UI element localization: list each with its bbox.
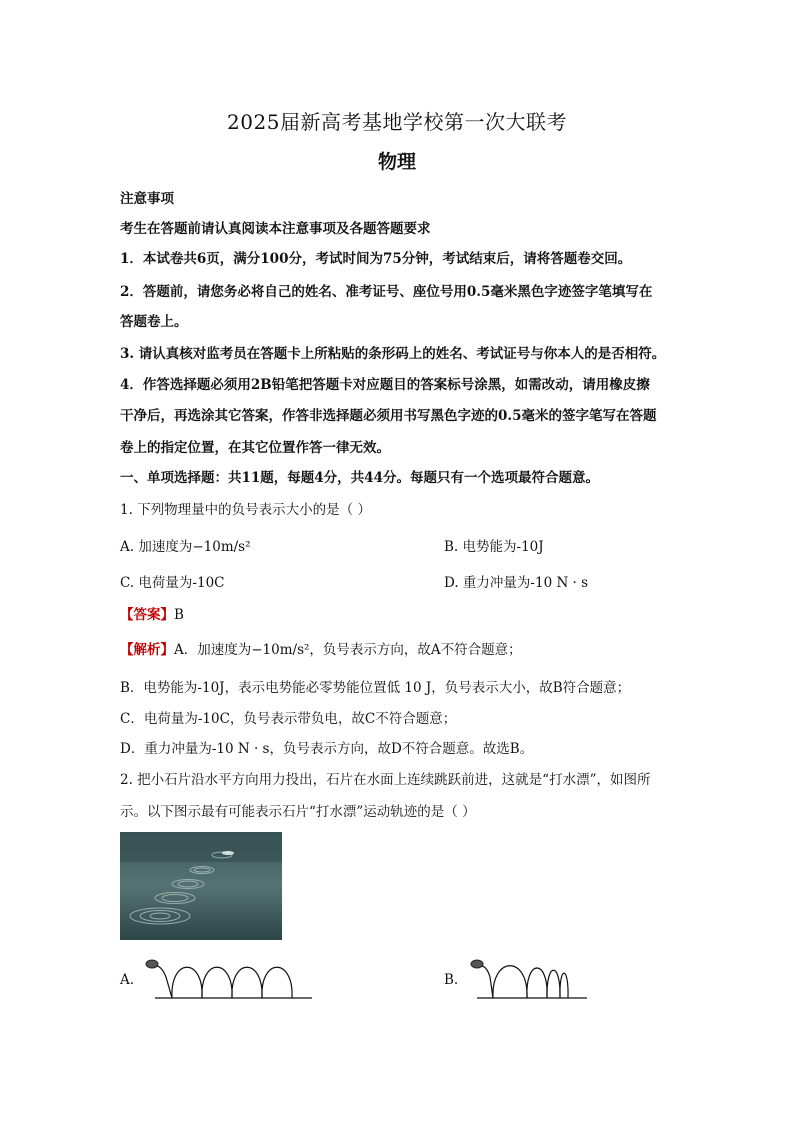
q2-stem-line1: 2. 把小石片沿水平方向用力投出，石片在水面上连续跳跃前进，这就是“打水漂”，如图所 — [120, 772, 651, 788]
stone-icon — [471, 960, 483, 968]
q2-option-b-trajectory — [465, 955, 595, 1005]
q2-option-b-label: B. — [444, 972, 459, 988]
notes-item-4-line1: 4．作答选择题必须用2B铅笔把答题卡对应题目的答案标号涂黑，如需改动，请用橡皮擦 — [120, 377, 650, 393]
q1-analysis-d: D．重力冲量为-10 N · s，负号表示方向，故D不符合题意。故选B。 — [120, 741, 534, 757]
water-ripples-image — [120, 832, 282, 940]
stone-icon — [146, 960, 158, 968]
q1-stem: 1. 下列物理量中的负号表示大小的是（ ） — [120, 502, 371, 518]
stone-skipping-photo — [120, 832, 282, 940]
section-heading: 一、单项选择题：共11题，每题4分，共44分。每题只有一个选项最符合题意。 — [120, 470, 599, 486]
q1-answer-row — [120, 603, 184, 623]
q1-answer: B — [174, 607, 184, 623]
notes-item-3: 3. 请认真核对监考员在答题卡上所粘贴的条形码上的姓名、考试证号与你本人的是否相符。 — [120, 346, 666, 362]
notes-item-4-line2: 干净后，再选涂其它答案，作答非选择题必须用书写黑色字迹的0.5毫米的签字笔写在答题 — [120, 408, 657, 424]
q2-option-a-label: A. — [120, 972, 135, 988]
notes-heading: 注意事项 — [120, 191, 174, 207]
q1-option-b: B. 电势能为-10J — [444, 539, 544, 555]
analysis-tag: 【解析】 — [120, 642, 174, 658]
q1-analysis-a-row — [120, 638, 522, 658]
q1-option-a: A. 加速度为−10m/s² — [120, 539, 251, 555]
q2-option-a-trajectory — [140, 955, 320, 1005]
exam-title: 2025届新高考基地学校第一次大联考 — [227, 110, 567, 134]
notes-item-2-line2: 答题卷上。 — [120, 314, 188, 330]
answer-tag: 【答案】 — [120, 607, 174, 623]
q2-stem-line2: 示。以下图示最有可能表示石片“打水漂”运动轨迹的是（ ） — [120, 804, 476, 820]
subject-title: 物理 — [377, 151, 416, 173]
notes-item-1: 1．本试卷共6页，满分100分，考试时间为75分钟，考试结束后，请将答题卷交回。 — [120, 251, 632, 267]
q1-analysis-a: A．加速度为−10m/s²，负号表示方向，故A不符合题意； — [174, 642, 522, 658]
q1-option-d: D. 重力冲量为-10 N · s — [444, 575, 589, 591]
q1-analysis-c: C．电荷量为-10C，负号表示带负电，故C不符合题意； — [120, 711, 457, 727]
notes-intro: 考生在答题前请认真阅读本注意事项及各题答题要求 — [120, 221, 431, 237]
notes-item-4-line3: 卷上的指定位置，在其它位置作答一律无效。 — [120, 440, 390, 456]
q1-analysis-b: B．电势能为-10J，表示电势能必零势能位置低 10 J，负号表示大小，故B符合题意； — [120, 680, 631, 696]
q1-option-c: C. 电荷量为-10C — [120, 575, 225, 591]
notes-item-2-line1: 2．答题前，请您务必将自己的姓名、准考证号、座位号用0.5毫米黑色字迹签字笔填写在 — [120, 284, 653, 300]
